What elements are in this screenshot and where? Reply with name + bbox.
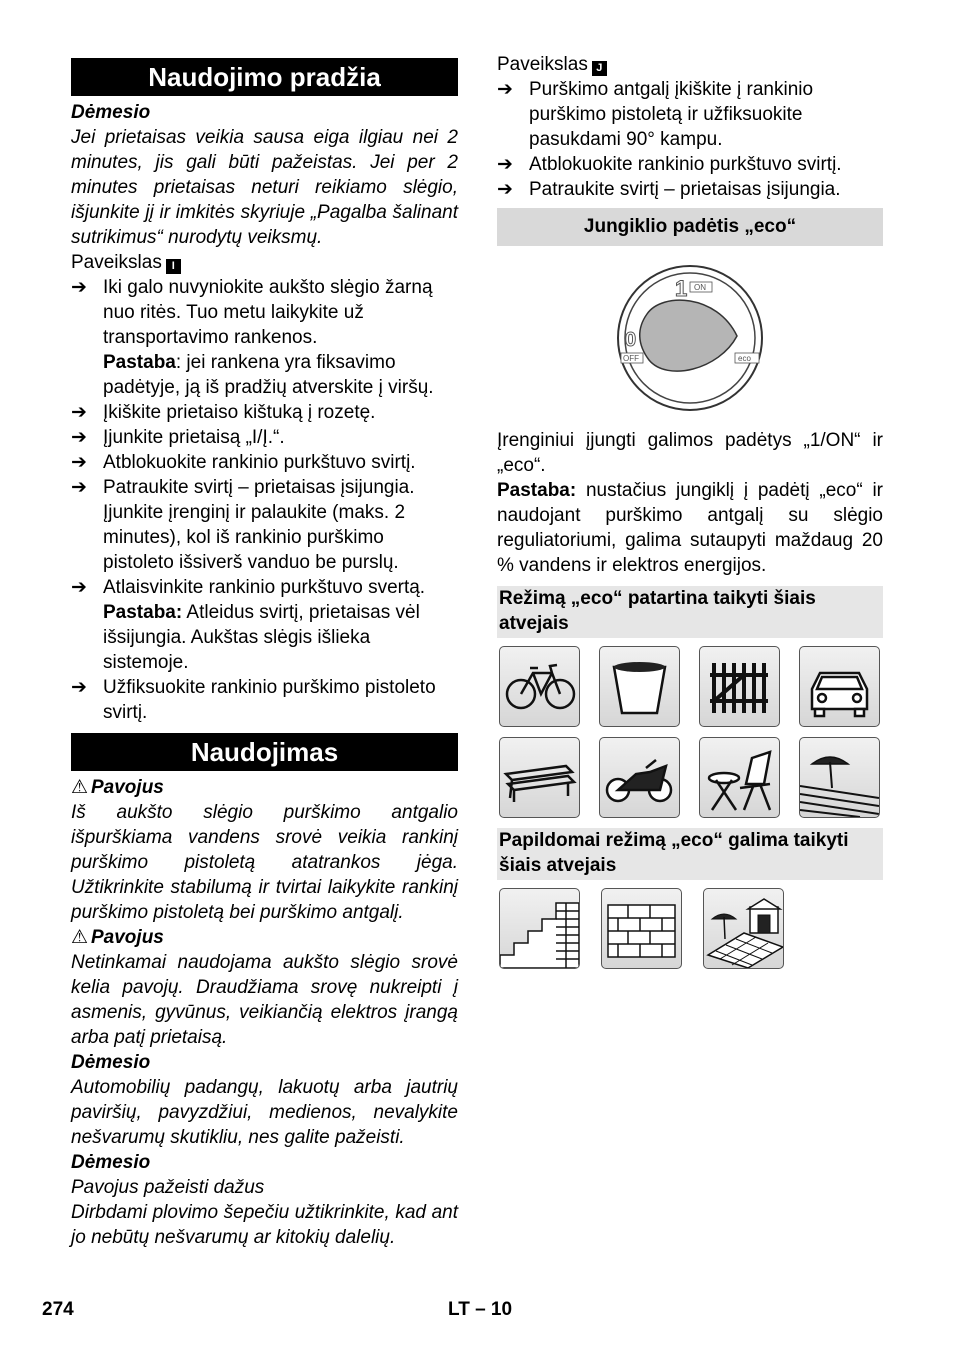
right-column xyxy=(497,52,883,979)
figure-id-badge: J xyxy=(592,61,607,76)
bicycle-icon xyxy=(499,646,580,727)
page-number: 274 xyxy=(42,1299,74,1320)
caution-label: Dėmesio xyxy=(71,102,151,123)
figure-reference: Paveikslas I xyxy=(71,250,458,275)
language-page-indicator: LT – 10 xyxy=(448,1299,513,1320)
step-text: Purškimo antgalį įkiškite į rankinio purškimo pistoletą ir užfiksuokite pasukdami 90° kampu. xyxy=(529,79,814,150)
list-item xyxy=(71,450,458,475)
car-icon xyxy=(799,646,880,727)
stone-wall-icon xyxy=(601,888,682,969)
arrow-icon: ➔ xyxy=(497,179,513,200)
list-item xyxy=(71,275,458,400)
motorcycle-icon xyxy=(599,737,680,818)
step-text: Patraukite svirtį – prietaisas įsijungia. xyxy=(529,179,841,200)
arrow-icon: ➔ xyxy=(71,277,87,298)
eco-icons-row xyxy=(499,646,883,727)
dial-label-1: 1 xyxy=(675,276,688,301)
caution-text: Automobilių padangų, lakuotų arba jautrių paviršių, pavyzdžiui, medienos, nevalykite nešvarumų skutikliu, nes galite pažeisti. xyxy=(71,1077,458,1148)
figure-reference: Paveikslas J xyxy=(497,52,883,77)
warning-triangle-icon: ⚠ xyxy=(71,927,89,948)
list-item xyxy=(71,475,458,575)
arrow-icon: ➔ xyxy=(71,577,87,598)
caution-text: Jei prietaisas veikia sausa eiga ilgiau nei 2 minutes, jis gali būti pažeistas. Jei per 2 minutes prietaisas neturi reikiamo slėgio, išjunkite jį ir imkitės skyriuje „Pagalba šalinant sutrikimus“ nurodytų veiksmų. xyxy=(71,127,458,248)
list-item xyxy=(497,177,883,202)
parasol-deck-icon xyxy=(799,737,880,818)
step-text: Patraukite svirtį – prietaisas įsijungia. Įjunkite įrenginį ir palaukite (maks. 2 minutes), kol iš rankinio purškimo pistoleto išsiverš vanduo be purslų. xyxy=(103,477,415,573)
list-item xyxy=(71,425,458,450)
arrow-icon: ➔ xyxy=(497,154,513,175)
fence-icon xyxy=(699,646,780,727)
section-title-use: Naudojimas xyxy=(71,733,458,771)
eco-switch-dial xyxy=(497,252,883,418)
arrow-icon: ➔ xyxy=(497,79,513,100)
bench-icon xyxy=(499,737,580,818)
warning-triangle-icon: ⚠ xyxy=(71,777,89,798)
bucket-icon xyxy=(599,646,680,727)
eco-additional-title: Papildomai režimą „eco“ galima taikyti šiais atvejais xyxy=(497,828,883,880)
list-item xyxy=(71,400,458,425)
step-text: Iki galo nuvyniokite aukšto slėgio žarną nuo ritės. Tuo metu laikykite už transportavimo rankenos. xyxy=(103,277,433,348)
step-text: Įjunkite prietaisą „I/Į.“. xyxy=(103,427,285,448)
step-note: Pastaba: Atleidus svirtį, prietaisas vėl išsijungia. Aukštas slėgis išlieka sistemoje. xyxy=(103,602,420,673)
caution-text: Pavojus pažeisti dažus xyxy=(71,1177,265,1198)
caution-label: Dėmesio xyxy=(71,1152,151,1173)
dial-illustration xyxy=(497,252,883,418)
arrow-icon: ➔ xyxy=(71,402,87,423)
section-title-eco: Jungiklio padėtis „eco“ xyxy=(497,208,883,246)
arrow-icon: ➔ xyxy=(71,477,87,498)
step-text: Užfiksuokite rankinio purškimo pistoleto svirtį. xyxy=(103,677,436,723)
list-item xyxy=(497,77,883,152)
danger-label: ⚠ Pavojus xyxy=(71,777,164,798)
arrow-icon: ➔ xyxy=(71,677,87,698)
arrow-icon: ➔ xyxy=(71,427,87,448)
dial-label-on: ON xyxy=(694,283,706,292)
step-note: Pastaba: jei rankena yra fiksavimo padėtyje, ją iš pradžių atverskite į viršų. xyxy=(103,352,434,398)
caution-label: Dėmesio xyxy=(71,1052,151,1073)
list-item xyxy=(497,152,883,177)
list-item xyxy=(71,575,458,675)
eco-recommended-title: Režimą „eco“ patartina taikyti šiais atvejais xyxy=(497,586,883,638)
danger-label: ⚠ Pavojus xyxy=(71,927,164,948)
dial-label-0: 0 xyxy=(625,329,637,351)
dial-label-eco: eco xyxy=(738,354,751,363)
eco-icons-row xyxy=(499,737,883,818)
list-item xyxy=(71,675,458,725)
step-text: Atlaisvinkite rankinio purkštuvo svertą. xyxy=(103,577,426,598)
left-column xyxy=(71,52,458,1250)
garden-furniture-icon xyxy=(699,737,780,818)
section-title-start: Naudojimo pradžia xyxy=(71,58,458,96)
figure-id-badge: I xyxy=(166,259,181,274)
step-text: Atblokuokite rankinio purkštuvo svirtį. xyxy=(529,154,842,175)
eco-positions-text: Įrenginiui įjungti galimos padėtys „1/ON“ ir „eco“. xyxy=(497,430,883,476)
step-text: Įkiškite prietaiso kištuką į rozetę. xyxy=(103,402,376,423)
step-text: Atblokuokite rankinio purkštuvo svirtį. xyxy=(103,452,416,473)
eco-extra-icons-row xyxy=(499,888,883,969)
arrow-icon: ➔ xyxy=(71,452,87,473)
stone-stairs-icon xyxy=(499,888,580,969)
eco-note: Pastaba: nustačius jungiklį į padėtį „eco“ ir naudojant purškimo antgalį su slėgio reguliatoriumi, galima sutaupyti maždaug 20 % vandens ir elektros energijos. xyxy=(497,480,883,576)
danger-text: Iš aukšto slėgio purškimo antgalio išpurškiama vandens srovė veikia rankinį purškimo pistoletą atatrankos jėga. Užtikrinkite stabilumą ir tvirtai laikykite rankinį purškimo pistoletą bei purškimo antgalį. xyxy=(71,802,458,923)
dial-label-off: OFF xyxy=(623,354,639,363)
paved-patio-icon xyxy=(703,888,784,969)
caution-text: Dirbdami plovimo šepečiu užtikrinkite, kad ant jo nebūtų nešvarumų ar kitokių dalelių. xyxy=(71,1202,458,1248)
danger-text: Netinkamai naudojama aukšto slėgio srovė kelia pavojų. Draudžiama srovę nukreipti į asmenis, gyvūnus, veikiančią elektros įrangą arba patį prietaisą. xyxy=(71,952,458,1048)
